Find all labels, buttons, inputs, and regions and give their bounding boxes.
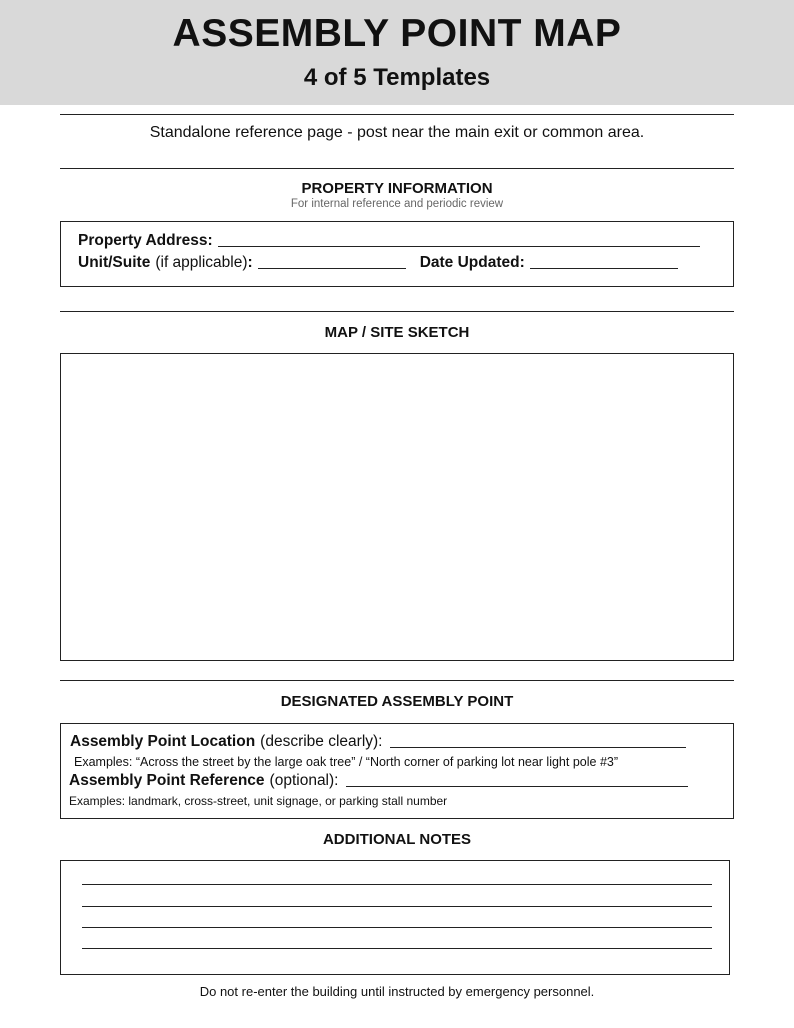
page-subtitle: 4 of 5 Templates [303,64,491,91]
assembly-location-row [70,733,686,751]
intro-text: Standalone reference page - post near the main exit or common area. [149,124,645,141]
unit-date-row [78,254,678,272]
assembly-reference-label: Assembly Point Reference [69,772,265,789]
property-info-subheading: For internal reference and periodic review [290,198,504,210]
divider [60,114,734,115]
header-band [0,0,794,105]
divider [60,168,734,169]
divider [60,311,734,312]
date-updated-field[interactable] [530,268,678,269]
notes-box [60,860,730,975]
assembly-reference-example: Examples: landmark, cross-street, unit signage, or parking stall number [69,794,448,808]
assembly-point-box [60,723,734,819]
assembly-location-qualifier: (describe clearly): [260,733,383,750]
assembly-location-field[interactable] [390,747,686,748]
property-address-row [78,232,700,250]
property-info-heading: PROPERTY INFORMATION [301,180,493,197]
assembly-reference-row [69,772,688,790]
notes-line[interactable] [82,906,712,907]
notes-line[interactable] [82,884,712,885]
notes-line[interactable] [82,948,712,949]
property-address-label: Property Address: [78,232,213,249]
assembly-location-label: Assembly Point Location [70,733,256,750]
assembly-reference-qualifier: (optional): [269,772,339,789]
unit-suite-colon: : [247,254,253,271]
assembly-reference-field[interactable] [346,786,688,787]
page-title: ASSEMBLY POINT MAP [172,12,622,55]
property-address-field[interactable] [218,246,700,247]
unit-suite-field[interactable] [258,268,406,269]
map-sketch-area[interactable] [60,353,734,661]
date-updated-label: Date Updated: [419,254,525,271]
map-heading: MAP / SITE SKETCH [324,324,470,341]
assembly-point-heading: DESIGNATED ASSEMBLY POINT [280,693,514,710]
notes-heading: ADDITIONAL NOTES [322,831,472,848]
footer-warning: Do not re-enter the building until instructed by emergency personnel. [199,984,595,999]
assembly-location-example: Examples: “Across the street by the large oak tree” / “North corner of parking lot near light pole #3” [74,755,619,769]
unit-suite-qualifier: (if applicable) [155,254,248,271]
unit-suite-label: Unit/Suite [78,254,151,271]
notes-line[interactable] [82,927,712,928]
property-info-box [60,221,734,287]
divider [60,680,734,681]
